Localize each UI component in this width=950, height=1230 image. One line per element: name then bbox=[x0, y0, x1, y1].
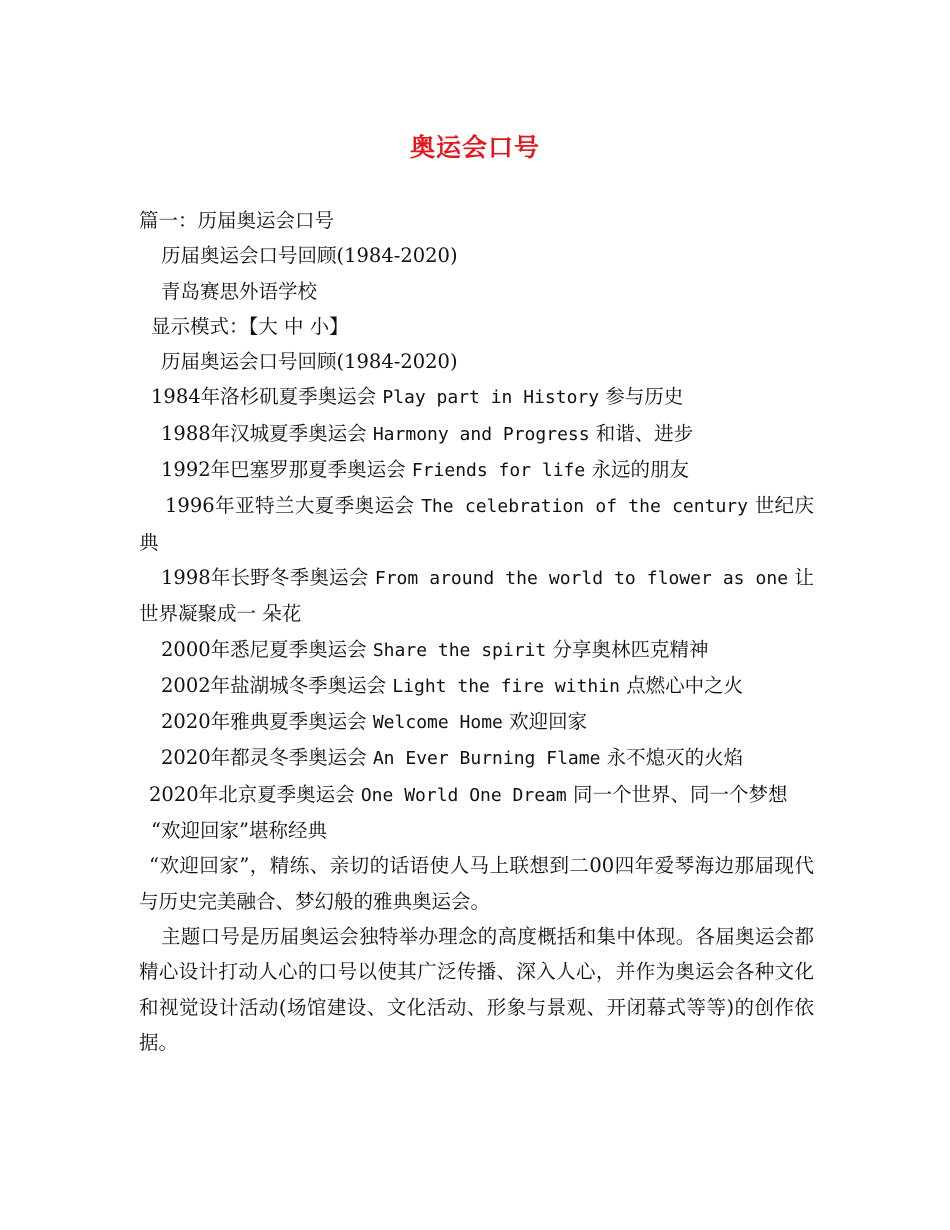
slogan-line bbox=[139, 777, 814, 813]
slogan-chinese: 参与历史 bbox=[605, 385, 684, 409]
slogan-english: Play part in History bbox=[382, 387, 600, 409]
slogan-english: Friends for life bbox=[411, 460, 586, 482]
slogan-english: Welcome Home bbox=[372, 712, 503, 734]
classic-heading: “欢迎回家”堪称经典 bbox=[151, 819, 327, 843]
slogan-event: 2002年盐湖城冬季奥运会 bbox=[161, 673, 387, 697]
slogan-english: An Ever Burning Flame bbox=[372, 748, 601, 770]
slogan-chinese: 点燃心中之火 bbox=[626, 673, 744, 697]
slogan-event: 2000年悉尼夏季奥运会 bbox=[161, 637, 367, 661]
slogan-english: From around the world to flower as one bbox=[374, 567, 789, 589]
slogan-chinese: 永远的朋友 bbox=[591, 458, 689, 482]
document-body bbox=[139, 203, 814, 1060]
slogan-event: 2020年北京夏季奥运会 bbox=[149, 782, 355, 806]
slogan-line bbox=[139, 560, 814, 632]
slogan-chinese: 同一个世界、同一个梦想 bbox=[572, 782, 788, 806]
slogan-english: The celebration of the century bbox=[421, 496, 748, 518]
slogan-english: One World One Dream bbox=[360, 784, 567, 806]
slogan-chinese: 和谐、进步 bbox=[595, 421, 694, 445]
slogan-english: Light the fire within bbox=[392, 675, 620, 697]
slogan-line bbox=[139, 379, 814, 415]
slogan-line bbox=[139, 740, 814, 776]
slogan-event: 1988年汉城夏季奥运会 bbox=[161, 421, 367, 445]
slogan-chinese: 世纪庆典 bbox=[139, 494, 814, 554]
slogan-chinese: 永不熄灭的火焰 bbox=[606, 746, 744, 770]
slogan-event: 1996年亚特兰大夏季奥运会 bbox=[165, 494, 415, 518]
school-name: 青岛赛思外语学校 bbox=[161, 279, 318, 303]
slogan-line bbox=[139, 452, 814, 488]
display-mode-line: 显示模式：【大 中 小】 bbox=[151, 314, 349, 338]
review-subtitle-repeat: 历届奥运会口号回顾(1984-2020) bbox=[161, 350, 458, 374]
slogan-line bbox=[139, 416, 814, 452]
slogan-english: Harmony and Progress bbox=[372, 423, 590, 445]
paragraph-welcome-home: “欢迎回家”，精练、亲切的话语使人马上联想到二00四年爱琴海边那届现代与历史完美融合、梦幻般的雅典奥运会。 bbox=[139, 854, 814, 913]
slogan-chinese: 分享奥林匹克精神 bbox=[552, 637, 709, 661]
slogan-chinese: 欢迎回家 bbox=[509, 710, 588, 734]
slogan-chinese: 让世界凝聚成一 朵花 bbox=[139, 565, 814, 626]
paragraph-theme-slogan: 主题口号是历届奥运会独特举办理念的高度概括和集中体现。各届奥运会都精心设计打动人心的口号以使其广泛传播、深入人心，并作为奥运会各种文化和视觉设计活动(场馆建设、文化活动、形象与景观、开闭幕式等等)的创作依据。 bbox=[139, 924, 814, 1054]
slogan-line bbox=[139, 488, 814, 560]
slogan-event: 1984年洛杉矶夏季奥运会 bbox=[151, 385, 377, 409]
review-subtitle: 历届奥运会口号回顾(1984-2020) bbox=[161, 244, 458, 268]
slogan-event: 2020年都灵冬季奥运会 bbox=[161, 746, 367, 770]
slogan-event: 1998年长野冬季奥运会 bbox=[161, 565, 369, 589]
section-heading: 篇一：历届奥运会口号 bbox=[139, 209, 335, 232]
slogan-line bbox=[139, 668, 814, 704]
slogan-english: Share the spirit bbox=[372, 639, 547, 661]
slogan-line bbox=[139, 632, 814, 668]
document-title: 奥运会口号 bbox=[409, 133, 540, 162]
slogan-line bbox=[139, 704, 814, 740]
slogan-event: 1992年巴塞罗那夏季奥运会 bbox=[161, 458, 406, 482]
slogan-event: 2020年雅典夏季奥运会 bbox=[161, 710, 367, 734]
